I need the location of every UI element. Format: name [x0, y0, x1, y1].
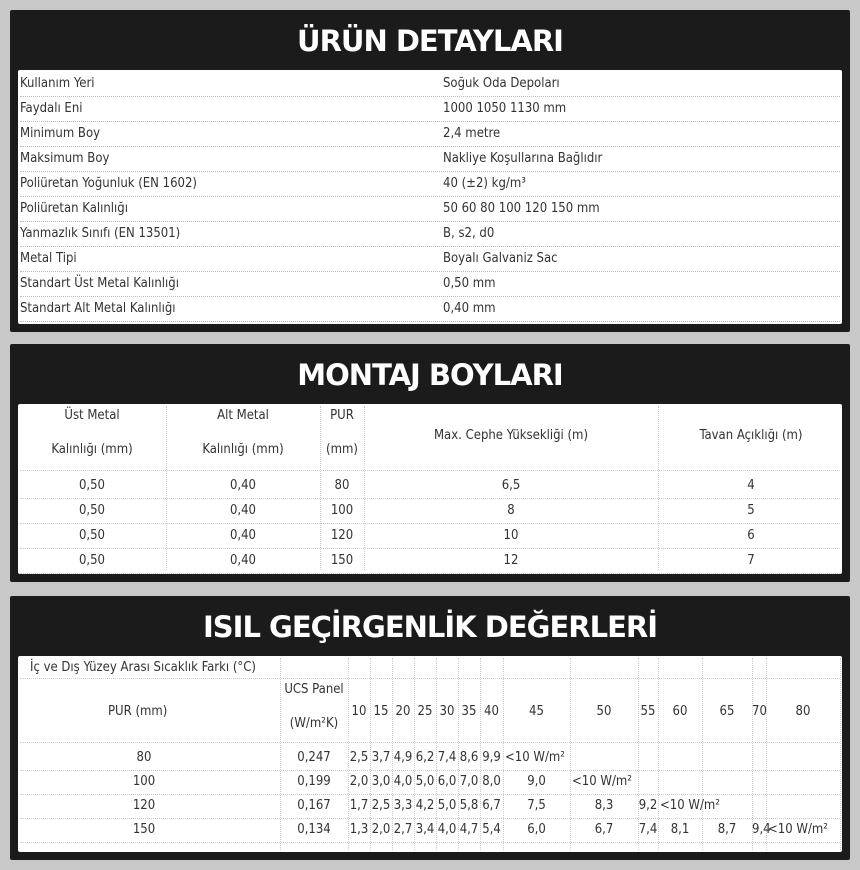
- montaj-cell: 6,5: [501, 478, 521, 493]
- product-row: [20, 147, 840, 172]
- product-row-value: 0,40 mm: [443, 301, 496, 316]
- u-value-cell: 4,0: [393, 774, 413, 789]
- montaj-header-line2: (mm): [326, 442, 358, 457]
- pur-cell: 100: [132, 774, 156, 789]
- temperature-header: 40: [484, 704, 499, 719]
- montaj-header-line1: PUR: [330, 408, 354, 423]
- u-value-cell: 8,6: [459, 750, 479, 765]
- temperature-header: 10: [351, 704, 367, 719]
- montaj-cell: 10: [503, 528, 519, 543]
- u-value-cell: 2,5: [349, 750, 369, 765]
- montaj-cell: 80: [334, 478, 350, 493]
- ucs-header-line1: UCS Panel: [284, 682, 344, 697]
- product-row-key: Standart Üst Metal Kalınlığı: [20, 276, 179, 291]
- ucs-cell: 0,167: [297, 798, 331, 813]
- product-row-value: Boyalı Galvaniz Sac: [443, 251, 558, 266]
- product-row-key: Maksimum Boy: [20, 151, 110, 166]
- u-value-cell: 2,5: [371, 798, 391, 813]
- u-value-cell: 3,3: [393, 798, 413, 813]
- u-value-cell: 2,7: [393, 822, 413, 837]
- isil-gecirgenlik-table: [18, 656, 842, 852]
- u-value-cell: 8,3: [594, 798, 614, 813]
- montaj-cell: 8: [507, 503, 515, 518]
- pur-header: PUR (mm): [108, 704, 168, 719]
- u-value-cell: 8,0: [482, 774, 501, 789]
- u-value-cell: 6,7: [594, 822, 614, 837]
- u-value-cell: 3,0: [371, 774, 391, 789]
- montaj-cell: 120: [330, 528, 354, 543]
- header-divider: [20, 470, 840, 471]
- montaj-header-line2: Kalınlığı (mm): [51, 442, 133, 457]
- montaj-cell: 12: [503, 553, 519, 568]
- ucs-cell: 0,134: [297, 822, 331, 837]
- product-row: [20, 172, 840, 197]
- temperature-header: 20: [395, 704, 411, 719]
- montaj-boylari-title: MONTAJ BOYLARI: [297, 358, 563, 392]
- product-row: [20, 247, 840, 272]
- product-row-value: B, s2, d0: [443, 226, 495, 241]
- u-value-cell: 5,8: [459, 798, 479, 813]
- montaj-cell: 0,50: [78, 478, 106, 493]
- u-value-cell: 9,0: [527, 774, 546, 789]
- montaj-header-line1: Alt Metal: [217, 408, 269, 423]
- u-value-cell: 5,4: [482, 822, 501, 837]
- u-value-cell: 1,3: [349, 822, 369, 837]
- montaj-cell: 100: [330, 503, 354, 518]
- product-row-key: Poliüretan Kalınlığı: [20, 201, 128, 216]
- header-divider: [20, 742, 840, 743]
- row-divider: [20, 818, 840, 819]
- u-value-cell: 8,1: [670, 822, 690, 837]
- u-value-cell: 9,9: [482, 750, 501, 765]
- u-value-cell: 7,4: [638, 822, 658, 837]
- u-value-cell: 4,0: [437, 822, 457, 837]
- product-row-key: Kullanım Yeri: [20, 76, 95, 91]
- product-row-value: Nakliye Koşullarına Bağlıdır: [443, 151, 603, 166]
- u-value-cell: 7,4: [437, 750, 457, 765]
- pur-cell: 80: [136, 750, 152, 765]
- u-value-cell: 8,7: [717, 822, 737, 837]
- product-row-value: 50 60 80 100 120 150 mm: [443, 201, 600, 216]
- u-value-cell: 1,7: [349, 798, 369, 813]
- row-divider: [20, 523, 840, 524]
- montaj-header: Max. Cephe Yüksekliği (m): [433, 428, 589, 443]
- product-row-key: Minimum Boy: [20, 126, 101, 141]
- montaj-cell: 6: [747, 528, 755, 543]
- temperature-header: 55: [640, 704, 656, 719]
- urun-detaylari-title: ÜRÜN DETAYLARI: [297, 24, 563, 58]
- pur-cell: 120: [132, 798, 156, 813]
- montaj-header-line2: Kalınlığı (mm): [202, 442, 284, 457]
- temperature-difference-caption: İç ve Dış Yüzey Arası Sıcaklık Farkı (°C): [30, 660, 256, 675]
- montaj-cell: 150: [330, 553, 354, 568]
- montaj-cell: 0,40: [229, 478, 257, 493]
- montaj-header: Tavan Açıklığı (m): [699, 428, 803, 443]
- montaj-cell: 5: [747, 503, 755, 518]
- product-row-key: Faydalı Eni: [20, 101, 83, 116]
- product-row-key: Metal Tipi: [20, 251, 77, 266]
- montaj-boylari-panel: [10, 344, 850, 582]
- u-value-cell: <10 W/m²: [572, 774, 632, 789]
- product-row: [20, 122, 840, 147]
- temperature-header: 25: [417, 704, 433, 719]
- product-row: [20, 197, 840, 222]
- column-divider: [840, 658, 841, 850]
- u-value-cell: 2,0: [371, 822, 391, 837]
- product-row: [20, 97, 840, 122]
- u-value-cell: 6,2: [415, 750, 435, 765]
- montaj-cell: 0,50: [78, 553, 106, 568]
- ucs-cell: 0,199: [297, 774, 331, 789]
- product-row: [20, 72, 840, 97]
- u-value-cell: 6,0: [437, 774, 457, 789]
- montaj-cell: 4: [747, 478, 755, 493]
- isil-gecirgenlik-title: ISIL GEÇİRGENLİK DEĞERLERİ: [202, 610, 657, 644]
- product-row-key: Poliüretan Yoğunluk (EN 1602): [20, 176, 197, 191]
- product-row-value: 40 (±2) kg/m³: [443, 176, 526, 191]
- pur-cell: 150: [132, 822, 156, 837]
- u-value-cell: 4,9: [393, 750, 413, 765]
- row-divider: [20, 842, 840, 843]
- montaj-header-line1: Üst Metal: [64, 408, 120, 423]
- montaj-cell: 0,50: [78, 503, 106, 518]
- temperature-header: 35: [461, 704, 477, 719]
- isil-gecirgenlik-panel: [10, 596, 850, 860]
- product-row-key: Yanmazlık Sınıfı (EN 13501): [20, 226, 181, 241]
- product-row-value: 0,50 mm: [443, 276, 496, 291]
- montaj-cell: 0,40: [229, 503, 257, 518]
- montaj-cell: 0,50: [78, 528, 106, 543]
- u-value-cell: <10 W/m²: [660, 798, 720, 813]
- product-row: [20, 297, 840, 322]
- u-value-cell: 9,4: [752, 822, 771, 837]
- u-value-cell: 4,7: [459, 822, 479, 837]
- montaj-cell: 7: [747, 553, 755, 568]
- u-value-cell: 2,0: [349, 774, 369, 789]
- montaj-boylari-table: [18, 404, 842, 574]
- temperature-header: 15: [373, 704, 389, 719]
- row-divider: [20, 498, 840, 499]
- u-value-cell: 4,2: [415, 798, 435, 813]
- row-divider: [20, 794, 840, 795]
- temperature-header: 30: [439, 704, 455, 719]
- temperature-header: 50: [596, 704, 612, 719]
- product-row-value: 2,4 metre: [443, 126, 501, 141]
- u-value-cell: 5,0: [437, 798, 457, 813]
- product-row: [20, 272, 840, 297]
- ucs-header-line2: (W/m²K): [289, 716, 339, 731]
- temperature-header: 80: [795, 704, 811, 719]
- urun-detaylari-table: [18, 70, 842, 324]
- product-row: [20, 222, 840, 247]
- temperature-header: 65: [719, 704, 735, 719]
- row-divider: [20, 770, 840, 771]
- u-value-cell: <10 W/m²: [505, 750, 565, 765]
- u-value-cell: 3,7: [371, 750, 391, 765]
- urun-detaylari-panel: [10, 10, 850, 332]
- u-value-cell: 7,0: [459, 774, 479, 789]
- row-divider: [20, 548, 840, 549]
- u-value-cell: 6,0: [527, 822, 546, 837]
- u-value-cell: <10 W/m²: [768, 822, 828, 837]
- ucs-cell: 0,247: [297, 750, 331, 765]
- product-row-value: 1000 1050 1130 mm: [443, 101, 567, 116]
- u-value-cell: 9,2: [638, 798, 658, 813]
- row-divider: [20, 573, 840, 574]
- temperature-header: 45: [529, 704, 544, 719]
- temperature-header: 70: [752, 704, 767, 719]
- u-value-cell: 7,5: [527, 798, 546, 813]
- temperature-header: 60: [672, 704, 688, 719]
- montaj-cell: 0,40: [229, 528, 257, 543]
- u-value-cell: 6,7: [482, 798, 501, 813]
- montaj-cell: 0,40: [229, 553, 257, 568]
- caption-divider: [20, 678, 840, 679]
- product-row-key: Standart Alt Metal Kalınlığı: [20, 301, 176, 316]
- product-row-value: Soğuk Oda Depoları: [443, 76, 560, 91]
- u-value-cell: 3,4: [415, 822, 435, 837]
- u-value-cell: 5,0: [415, 774, 435, 789]
